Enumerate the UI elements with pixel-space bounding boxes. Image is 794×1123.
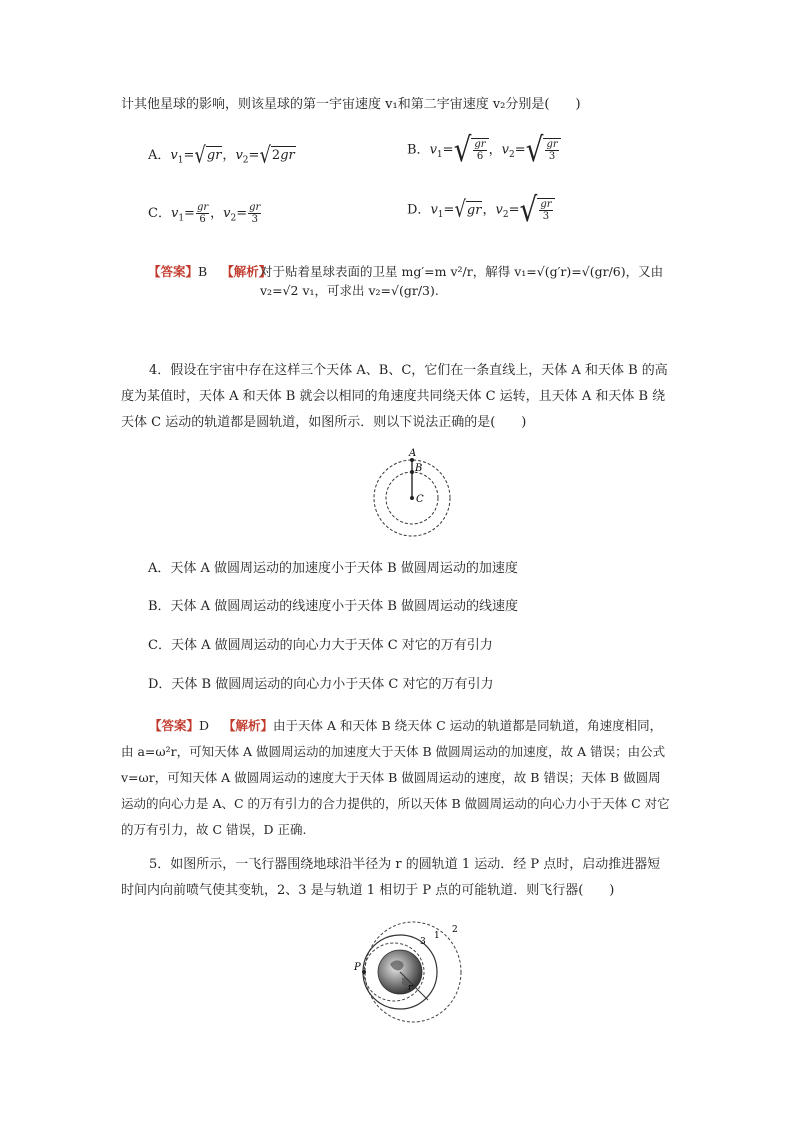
label-a: A [409, 448, 417, 459]
q4-answer: D [199, 718, 210, 733]
label-p: P [354, 962, 361, 973]
q4-option-d: D．天体 B 做圆周运动的向心力小于天体 C 对它的万有引力 [148, 677, 494, 692]
q3-stem: 计其他星球的影响，则该星球的第一宇宙速度 v₁和第二宇宙速度 v₂分别是( ) [121, 97, 581, 112]
q3-answer-line: 【答案】B 【解析】 [148, 264, 272, 279]
label-1: 1 [434, 931, 440, 941]
label-2: 2 [452, 925, 458, 935]
label-c: C [416, 494, 424, 505]
q3-option-b: B．$v_1=$ √ $\frac{gr}{6}$ ，$v_2=$ √ $\frac{gr}{3}$ [407, 136, 561, 164]
q5-stem: 5．如图所示，一飞行器围绕地球沿半径为 r 的圆轨道 1 运动．经 P 点时，启动推进器短时间内向前喷气使其变轨，2、3 是与轨道 1 相切于 P 点的可能轨道．则飞行器( ) [121, 857, 661, 898]
body-b [410, 470, 414, 474]
label-b: B [415, 463, 423, 474]
q5-orbit-figure [350, 920, 470, 1030]
q4-option-c: C．天体 A 做圆周运动的向心力大于天体 C 对它的万有引力 [148, 638, 493, 653]
q3-answer: B [198, 264, 208, 279]
body-c [410, 496, 414, 500]
q4-stem: 4．假设在宇宙中存在这样三个天体 A、B、C，它们在一条直线上，天体 A 和天体 B 的高度为某值时，天体 A 和天体 B 就会以相同的角速度共同绕天体 C 运转，且天体 A 和天体 B 绕天体 C 运动的轨道都是圆轨道，如图所示．则以下说法正确的是( ) [121, 363, 668, 430]
label-3: 3 [420, 937, 426, 947]
q3-option-d: D．$v_1=$ √ gr ，$v_2=$ √ $\frac{gr}{3}$ [407, 196, 555, 224]
q3-option-c: C．$v_1=$ $\frac{gr}{6}$ ，$v_2=$ $\frac{gr}{3}$ [148, 202, 261, 225]
q4-orbit-figure [368, 446, 456, 542]
q4-option-a: A．天体 A 做圆周运动的加速度小于天体 B 做圆周运动的加速度 [148, 561, 518, 576]
q3-option-a: A．$v_1=$ √ gr ，$v_2=$ √ 2gr [148, 141, 295, 168]
q4-analysis: 由于天体 A 和天体 B 绕天体 C 运动的轨道都是同轨道，角速度相同，由 a=ω²r，可知天体 A 做圆周运动的加速度大于天体 B 做圆周运动的加速度，故 A 错误；由公式 v=ωr，可知天体 A 做圆周运动的速度大于天体 B 做圆周运动的速度，故 B 错误；天体 B 做圆周运动的向心力是 A、C 的万有引力的合力提供的，所以天体 B 做圆周运动的向心力小于天体 C 对它的万有引力，故 C 错误，D 正确. [121, 718, 670, 837]
q4-answer-block: 【答案】D 【解析】由于天体 A 和天体 B 绕天体 C 运动的轨道都是同轨道，角速度相同，由 a=ω²r，可知天体 A 做圆周运动的加速度大于天体 B 做圆周运动的加速度，故 A 错误；由公式 v=ωr，可知天体 A 做圆周运动的速度大于天体 B 做圆周运动的速度，故 B 错误；天体 B 做圆周运动的向心力是 A、C 的万有引力的合力提供的，所以天体 B 做圆周运动的向心力小于天体 C 对它的万有引力，故 C 错误，D 正确. [121, 718, 670, 837]
q4-option-b: B．天体 A 做圆周运动的线速度小于天体 B 做圆周运动的线速度 [148, 599, 519, 614]
point-p [362, 970, 366, 974]
q3-analysis: 对于贴着星球表面的卫星 mg′=m v²/r，解得 v₁=√(g′r)=√(gr/6)，又由 v₂=√2 v₁，可求出 v₂=√(gr/3). [260, 264, 664, 298]
label-r: r [408, 983, 413, 993]
